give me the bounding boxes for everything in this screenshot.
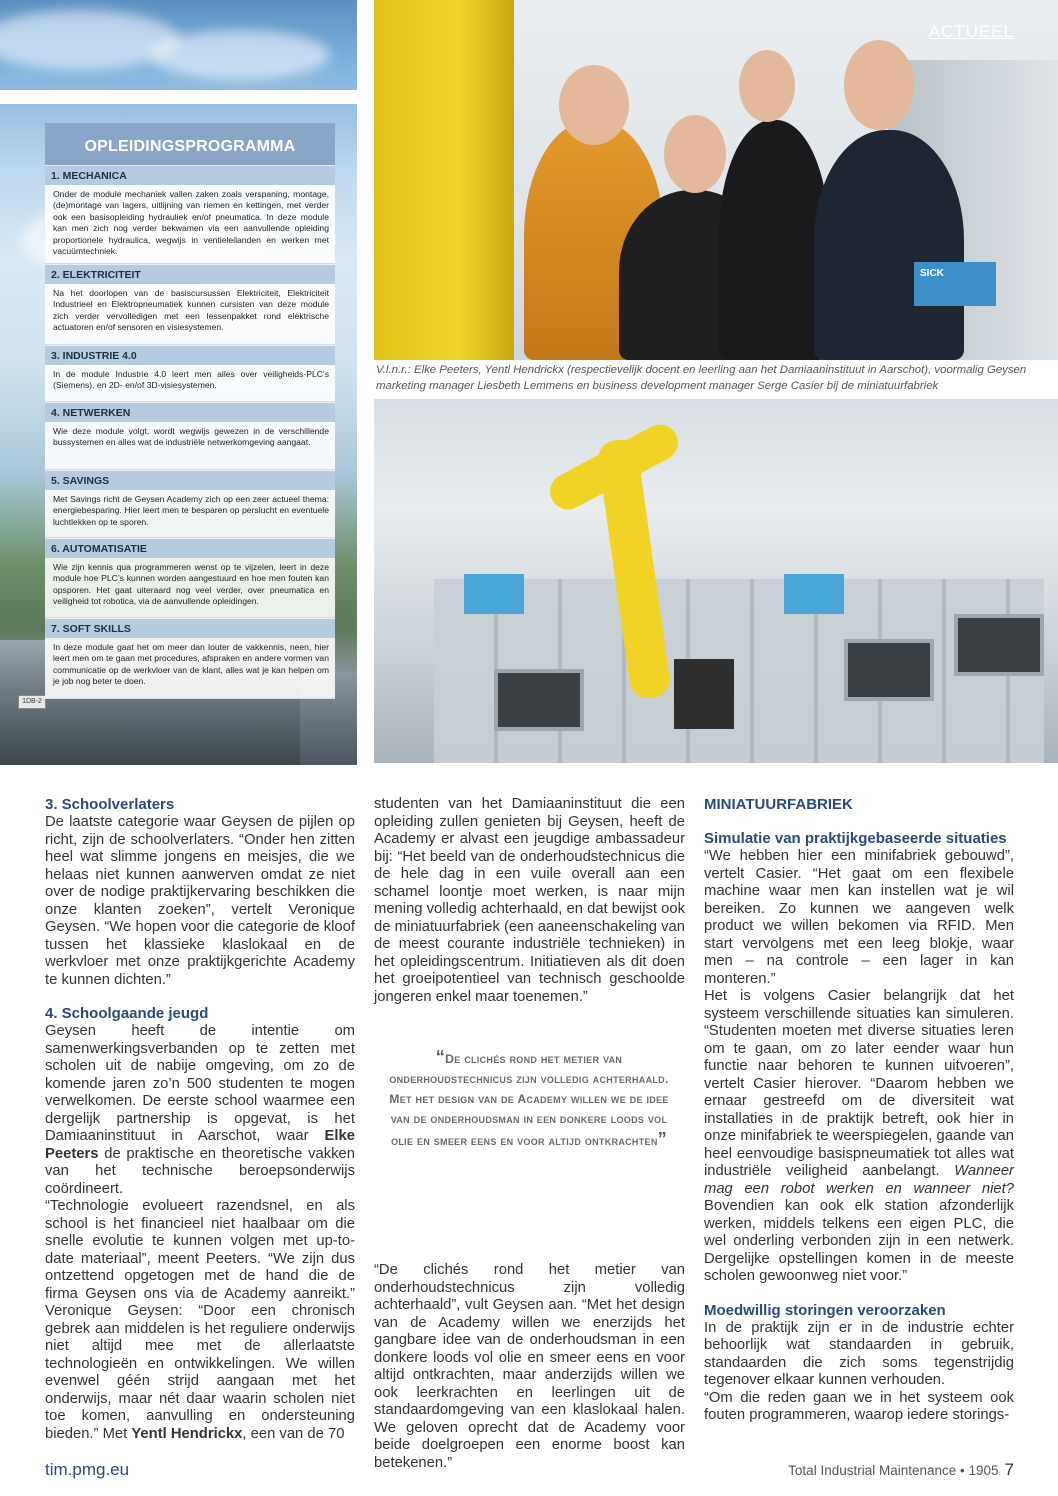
paragraph: In de praktijk zijn er in de industrie echter behoorlijk wat standaarden in gebruik, standaarden die zich soms tegenstrijdig tegenover elkaar kunnen verhouden.	[704, 1319, 1014, 1388]
person-name: Elke Peeters	[45, 1128, 355, 1162]
website-link[interactable]: tim.pmg.eu	[45, 1460, 130, 1479]
person-head	[739, 50, 795, 122]
programme-title: OPLEIDINGSPROGRAMMA	[45, 123, 335, 165]
module-text: Wie deze module volgt, wordt wegwijs gewezen in de verschillende bussystemen en alles wat de industriële netwerkomgeving aangaat.	[45, 422, 335, 470]
section-tag: ACTUEEL	[928, 22, 1014, 41]
module-text: Wie zijn kennis qua programmeren wenst op te vijzelen, leert in deze module hoe PLC’s kunnen worden aangestuurd en hoe men fouten kan opsporen. Het gaat uiteraard nog veel verder, over pneumatica en veiligheid tot robotica, via de aanvullende opleidingen.	[45, 558, 335, 618]
module-heading: 6. AUTOMATISATIE	[45, 538, 335, 558]
module-heading: 2. ELEKTRICITEIT	[45, 264, 335, 284]
section-heading: MINIATUURFABRIEK	[704, 796, 853, 813]
module-heading: 3. INDUSTRIE 4.0	[45, 345, 335, 365]
module-heading: 5. SAVINGS	[45, 470, 335, 490]
control-screen	[954, 614, 1044, 676]
italic-question: Wanneer mag een robot werken en wanneer niet?	[704, 1163, 1014, 1197]
yellow-robot-image	[374, 0, 514, 360]
subheading: Moedwillig storingen veroorzaken	[704, 1301, 946, 1319]
sick-sensor-label: SICK	[914, 262, 996, 306]
module-heading: 4. NETWERKEN	[45, 402, 335, 422]
module-text: In deze module gaat het om meer dan louter de vakkennis, neen, hier leert men om te gaan met procedures, afspraken en andere vormen van communicatie op de werkvloer van de klant, alles wat je kan helpen om je job nog beter te doen.	[45, 638, 335, 699]
paragraph: “We hebben hier een minifabriek gebouwd”, vertelt Casier. “Het gaat om een flexibele machine waar men kan instellen wat je wil bereiken. Zo kunnen we aangeven welk product we willen bekomen via RFID. Men start vervolgens met een leeg blokje, waar men – na controle – een lager in kan monteren.”	[704, 848, 1014, 987]
module-text: Na het doorlopen van de basiscursussen Elektriciteit, Elektriciteit Industrieel en Elektropneumatiek kunnen cursisten van deze module zich verder vervolledigen met een lessenpakket rond elektrische actuatoren en/of sensoren en visiesystemen.	[45, 284, 335, 345]
paragraph: Geysen heeft de intentie om samenwerkingsverbanden op te zetten met scholen uit de nabije omgeving, om zo de komende jaren zo’n 500 studenten te mogen verwelkomen. De eerste school waarmee een dergelijk partnership is opgevat, is het Damiaaninstituut in Aarschot, waar Elke Peeters de praktische en theoretische vakken van het technische beroepsonderwijs coördineert.	[45, 1023, 355, 1197]
person-head	[664, 115, 726, 193]
group-photo	[374, 0, 1058, 360]
person-head	[844, 40, 914, 130]
module-text: Met Savings richt de Geysen Academy zich op een zeer actueel thema: energiebesparing. Hier leert men te besparen op perslucht en eventuele luchtlekken op te sporen.	[45, 490, 335, 538]
pull-quote-text: De clichés rond het metier van onderhoudstechnicus zijn volledig achterhaald. Met het design van de Academy willen we de idee van de onderhoudsman in een donkere loods vol olie en smeer eens en voor altijd ontkrachten	[389, 1052, 669, 1148]
person-figure	[814, 130, 964, 360]
article-column-1	[45, 796, 355, 1443]
paragraph: “Technologie evolueert razendsnel, en als school is het financieel niet haalbaar om die snelle evolutie te kunnen volgen met up-to-date materiaal”, meent Peeters. “We zijn dus ontzettend opgetogen met de hand die de firma Geysen ons via de Academy aanreikt.” Veronique Geysen: “Door een chronisch gebrek aan middelen is het reguliere onderwijs niet altijd mee met de allerlaatste technologieën en ontwikkelingen. We willen evenwel géén strijd aangaan met het onderwijs, maar nét daar waarin scholen niet toe komen, aanvulling en ondersteuning bieden.” Met Yentl Hendrickx, een van de 70	[45, 1198, 355, 1442]
subheading: 3. Schoolverlaters	[45, 796, 175, 813]
license-plate: 1DB-2	[18, 695, 46, 709]
person-figure	[719, 120, 829, 360]
pull-quote: “De clichés rond het metier van onderhoudstechnicus zijn volledig achterhaald. Met het design van de Academy willen we de idee van de onderhoudsman in een donkere loods vol olie en smeer eens en voor altijd ontkrachten”	[389, 1047, 669, 1149]
paragraph: Het is volgens Casier belangrijk dat het systeem verschillende situaties kan simuleren. “Studenten moeten met diverse situaties leren om te gaan, om zo later eender waar hun functie naar behoren te kunnen uitvoeren”, vertelt Casier hierover. “Daarom hebben we ernaar gestreefd om de diversiteit wat installaties in de praktijk betreft, ook hier in onze minifabriek te weerspiegelen, gaande van heel eenvoudige basispneumatiek tot alles wat industriële veiligheid aanbelangt. Wanneer mag een robot werken en wanneer niet? Bovendien kan ook elk station afzonderlijk werken, middels telkens een eigen PLC, die wel onderling verbonden zijn in een netwerk. Dergelijke opstellingen komen in de meeste scholen gewoonweg niet voor.”	[704, 988, 1014, 1284]
module-heading: 1. MECHANICA	[45, 165, 335, 185]
article-column-3	[704, 796, 1014, 1425]
module-heading: 7. SOFT SKILLS	[45, 618, 335, 638]
paragraph: De laatste categorie waar Geysen de pijlen op richt, zijn de schoolverlaters. “Onder hen zitten heel wat slimme jongens en meisjes, die we helaas niet kunnen aanwerven omdat ze niet over de nodige praktijkervaring beschikken die onze klanten zoeken”, vertelt Veronique Geysen. “We hopen voor die categorie de kloof tussen het klassieke klaslokaal en de werkvloer met onze praktijkgerichte Academy te kunnen dichten.”	[45, 814, 355, 988]
module-text: In de module Industrie 4.0 leert men alles over veiligheids-PLC’s (Siemens), en 2D- en/of 3D-visiesystemen.	[45, 365, 335, 402]
person-name: Yentl Hendrickx	[131, 1425, 243, 1442]
divider	[0, 90, 357, 104]
paragraph: “Om die reden gaan we in het systeem ook fouten programmeren, waarop iedere storings-	[704, 1389, 1014, 1423]
magazine-footer	[788, 1460, 1014, 1480]
robot-base	[674, 659, 734, 729]
training-programme-box	[45, 123, 335, 735]
miniature-factory-photo	[374, 399, 1058, 763]
subheading: 4. Schoolgaande jeugd	[45, 1005, 209, 1022]
blue-module	[784, 574, 844, 614]
control-screen	[494, 669, 584, 731]
person-head	[559, 65, 629, 145]
control-screen	[844, 639, 934, 701]
subheading: Simulatie van praktijkgebaseerde situaties	[704, 830, 1007, 847]
module-text: Onder de module mechaniek vallen zaken zoals verspaning, montage, (de)montage van lagers, uitlijning van riemen en kettingen, met verder ook een basisopleiding hydrauliek en/of pneumatica. In deze module kan men zich nog verder bekwamen via een aanvullende opleiding proportionele hydraulica, wegwijs in ventieleilanden en werken met vacuümtechniek.	[45, 185, 335, 264]
photo-caption: V.l.n.r.: Elke Peeters, Yentl Hendrickx (respectievelijk docent en leerling aan het Damiaaninstituut in Aarschot), voormalig Geysen marketing manager Liesbeth Lemmens en business development manager Serge Casier bij de miniatuurfabriek	[376, 364, 1027, 392]
paragraph: studenten van het Damiaaninstituut die een opleiding zullen genieten bij Geysen, heeft de Academy er alvast een jeugdige ambassadeur bij: “Het beeld van de onderhoudstechnicus die de hele dag in een vuile overall aan een schamel loontje moet werken, is naar mijn mening volledig achterhaald, en dat bewijst ook de miniatuurfabriek (een aaneenschakeling van de meest courante industriële technieken) in het opleidingscentrum. Initiatieven als dit doen het groeipotentieel van technisch geschoolde jongeren enkel maar toenemen.”	[374, 796, 685, 1005]
magazine-issue: Total Industrial Maintenance • 1905	[788, 1463, 999, 1478]
paragraph: “De clichés rond het metier van onderhoudstechnicus zijn volledig achterhaald”, vult Geysen aan. “Met het design van de Academy willen we enerzijds het gangbare idee van de onderhoudsman in een donkere loods vol olie en smeer eens en voor altijd ontkrachten, maar anderzijds willen we ook leerkrachten en leerlingen uit de standaardomgeving van een klaslokaal halen. We geloven oprecht dat de Academy voor beide doelgroepen een enorme boost kan betekenen.”	[374, 1262, 685, 1471]
blue-module	[464, 574, 524, 614]
page-number: 7	[1004, 1460, 1014, 1479]
